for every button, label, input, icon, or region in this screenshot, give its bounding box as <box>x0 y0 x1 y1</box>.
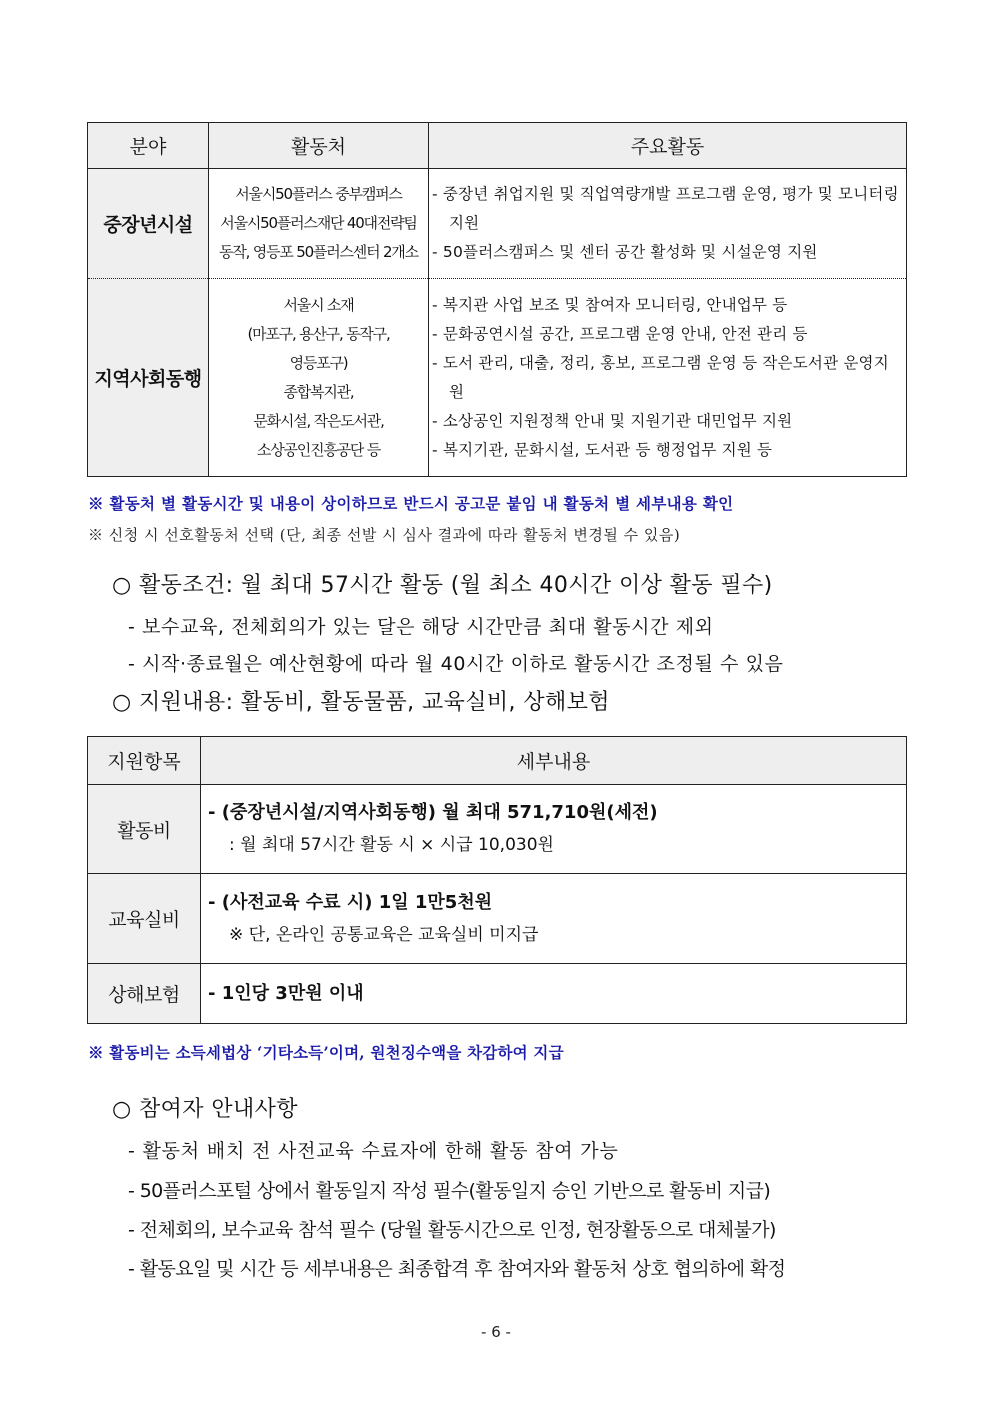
header-details: 세부내용 <box>201 737 907 785</box>
activity-place-table <box>87 122 907 477</box>
table-header-row <box>88 737 907 785</box>
activities-cell <box>429 279 907 477</box>
detail-subline: ※ 단, 온라인 공통교육은 교육실비 미지급 <box>229 924 539 945</box>
place-line: 서울시50플러스 중부캠퍼스 <box>235 185 402 203</box>
support-detail-cell <box>201 874 907 964</box>
guide-item: - 활동요일 및 시간 등 세부내용은 최종합격 후 참여자와 활동처 상호 협의하에 확정 <box>128 1258 786 1280</box>
header-place: 활동처 <box>209 123 429 169</box>
detail-line: - (중장년시설/지역사회동행) 월 최대 571,710원(세전) <box>208 802 658 823</box>
place-line: (마포구, 용산구, 동작구, <box>247 324 390 343</box>
detail-line: - 1인당 3만원 이내 <box>208 982 364 1004</box>
support-item-cell: 활동비 <box>88 785 201 874</box>
page-number: - 6 - <box>481 1323 511 1341</box>
activity-item: - 중장년 취업지원 및 직업역량개발 프로그램 운영, 평가 및 모니터링 지원 <box>432 185 899 232</box>
category-cell: 중장년시설 <box>88 169 209 279</box>
activity-item: - 도서 관리, 대출, 정리, 홍보, 프로그램 운영 등 작은도서관 운영지원 <box>432 353 889 401</box>
guide-item: - 50플러스포털 상에서 활동일지 작성 필수(활동일지 승인 기반으로 활동비 지급) <box>128 1180 771 1202</box>
place-cell <box>209 169 429 279</box>
support-detail-cell <box>201 785 907 874</box>
table-row <box>88 279 907 477</box>
activities-cell <box>429 169 907 279</box>
guide-item: - 활동처 배치 전 사전교육 수료자에 한해 활동 참여 가능 <box>128 1140 619 1162</box>
place-line: 문화시설, 작은도서관, <box>253 411 384 430</box>
header-main-activity: 주요활동 <box>429 123 907 169</box>
conditions-item: - 보수교육, 전체회의가 있는 달은 해당 시간만큼 최대 활동시간 제외 <box>128 616 714 638</box>
activity-item: - 문화공연시설 공간, 프로그램 운영 안내, 안전 관리 등 <box>432 324 808 343</box>
place-line: 영등포구) <box>289 353 348 372</box>
detail-line: - (사전교육 수료 시) 1일 1만5천원 <box>208 891 493 913</box>
place-cell <box>209 279 429 477</box>
category-cell: 지역사회동행 <box>88 279 209 477</box>
support-item-cell: 상해보험 <box>88 964 201 1024</box>
activity-item: - 복지관 사업 보조 및 참여자 모니터링, 안내업무 등 <box>432 295 788 314</box>
table-row <box>88 964 907 1024</box>
support-item-cell: 교육실비 <box>88 874 201 964</box>
conditions-heading: ○ 활동조건: 월 최대 57시간 활동 (월 최소 40시간 이상 활동 필수) <box>112 573 773 598</box>
activity-item: - 복지기관, 문화시설, 도서관 등 행정업무 지원 등 <box>432 440 773 459</box>
place-line: 소상공인진흥공단 등 <box>256 440 381 459</box>
header-field: 분야 <box>88 123 209 169</box>
place-line: 종합복지관, <box>283 382 354 401</box>
table-row <box>88 785 907 874</box>
place-line: 동작, 영등포 50플러스센터 2개소 <box>219 243 418 261</box>
table-header-row <box>88 123 907 169</box>
participant-guide-heading: ○ 참여자 안내사항 <box>112 1097 298 1122</box>
table-row <box>88 874 907 964</box>
activity-place-notice: ※ 활동처 별 활동시간 및 내용이 상이하므로 반드시 공고문 붙임 내 활동처 별 세부내용 확인 <box>88 494 734 513</box>
support-table <box>87 736 907 1024</box>
guide-item: - 전체회의, 보수교육 참석 필수 (당월 활동시간으로 인정, 현장활동으로 대체불가) <box>128 1219 776 1241</box>
support-heading: ○ 지원내용: 활동비, 활동물품, 교육실비, 상해보험 <box>112 690 610 715</box>
detail-subline: : 월 최대 57시간 활동 시 × 시급 10,030원 <box>229 835 554 855</box>
preferred-place-notice: ※ 신청 시 선호활동처 선택 (단, 최종 선발 시 심사 결과에 따라 활동처 변경될 수 있음) <box>88 526 681 544</box>
activity-item: - 50플러스캠퍼스 및 센터 공간 활성화 및 시설운영 지원 <box>432 243 818 261</box>
place-line: 서울시 소재 <box>283 295 354 314</box>
income-notice: ※ 활동비는 소득세법상 ‘기타소득’이며, 원천징수액을 차감하여 지급 <box>88 1043 564 1062</box>
place-line: 서울시50플러스재단 40대전략팀 <box>220 214 417 232</box>
activity-item: - 소상공인 지원정책 안내 및 지원기관 대민업무 지원 <box>432 411 793 430</box>
table-row <box>88 169 907 279</box>
conditions-item: - 시작·종료월은 예산현황에 따라 월 40시간 이하로 활동시간 조정될 수 있음 <box>128 653 784 675</box>
support-detail-cell <box>201 964 907 1024</box>
header-support-item: 지원항목 <box>88 737 201 785</box>
